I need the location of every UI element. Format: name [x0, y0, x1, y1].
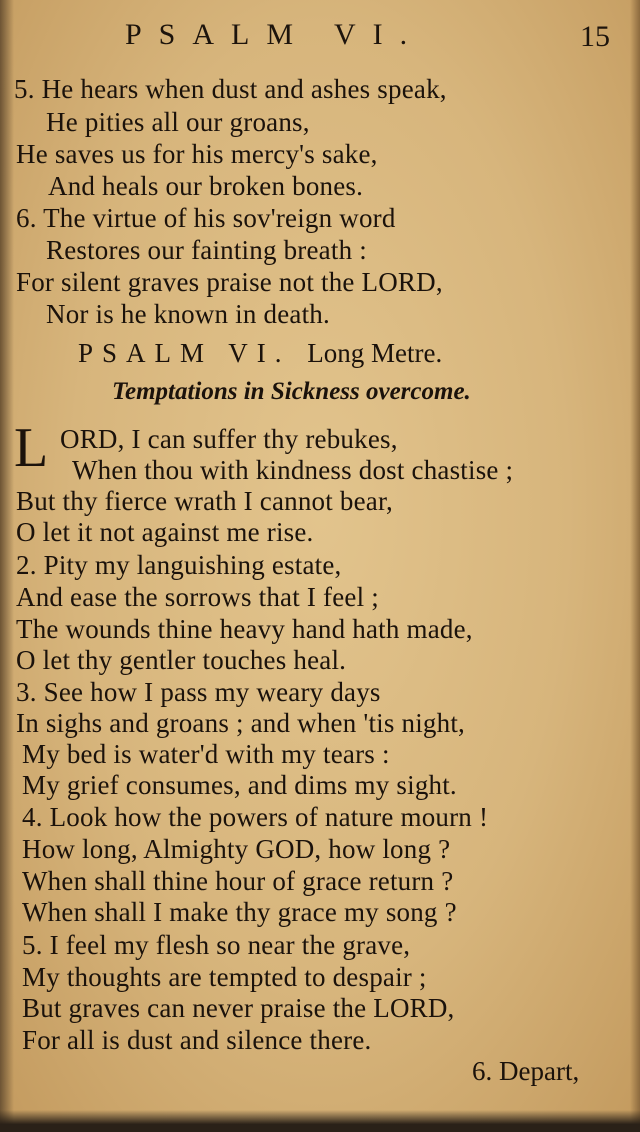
verse-line: When shall I make thy grace my song ? — [22, 897, 457, 927]
verse-line: O let thy gentler touches heal. — [16, 645, 347, 675]
verse-line: For silent graves praise not the LORD, — [16, 267, 443, 297]
verse-line: And ease the sorrows that I feel ; — [16, 582, 379, 612]
verse-line: But graves can never praise the LORD, — [22, 993, 455, 1023]
verse-line: The wounds thine heavy hand hath made, — [16, 614, 473, 644]
verse-line: 5. He hears when dust and ashes speak, — [14, 74, 447, 104]
running-head: PSALM VI. — [125, 18, 425, 51]
verse-line: And heals our broken bones. — [48, 171, 364, 201]
page-left-edge — [0, 0, 14, 1132]
page-bottom-edge — [0, 1110, 640, 1132]
verse-line: But thy fierce wrath I cannot bear, — [16, 486, 394, 516]
verse-line: He saves us for his mercy's sake, — [16, 139, 378, 169]
verse-line: Restores our fainting breath : — [46, 235, 367, 265]
metre-label: Long Metre. — [307, 338, 443, 368]
verse-line: 6. The virtue of his sov'reign word — [16, 203, 396, 233]
verse-line: ORD, I can suffer thy rebukes, — [60, 424, 398, 454]
verse-line: When thou with kindness dost chastise ; — [72, 455, 514, 485]
verse-line: In sighs and groans ; and when 'tis night, — [16, 708, 465, 738]
verse-line: O let it not against me rise. — [16, 517, 314, 547]
verse-line: My bed is water'd with my tears : — [22, 739, 390, 769]
psalm-heading: PSALM VI. — [78, 338, 291, 368]
verse-line: When shall thine hour of grace return ? — [22, 866, 454, 896]
verse-line: Nor is he known in death. — [46, 299, 330, 329]
verse-line: How long, Almighty GOD, how long ? — [22, 834, 451, 864]
drop-cap-letter: L — [14, 417, 49, 479]
page-right-edge — [630, 0, 640, 1132]
catchword: 6. Depart, — [472, 1056, 580, 1086]
verse-line: 2. Pity my languishing estate, — [16, 550, 342, 580]
psalm-subtitle: Temptations in Sickness overcome. — [112, 378, 471, 405]
verse-line: 4. Look how the powers of nature mourn ! — [22, 802, 489, 832]
verse-line: For all is dust and silence there. — [22, 1025, 372, 1055]
psalm-title — [78, 338, 442, 369]
verse-line: He pities all our groans, — [46, 107, 310, 137]
page-number: 15 — [580, 20, 610, 53]
verse-line: 5. I feel my flesh so near the grave, — [22, 930, 411, 960]
verse-line: My thoughts are tempted to despair ; — [22, 962, 427, 992]
verse-line: My grief consumes, and dims my sight. — [22, 770, 457, 800]
page-header — [0, 18, 640, 58]
verse-line: 3. See how I pass my weary days — [16, 677, 381, 707]
